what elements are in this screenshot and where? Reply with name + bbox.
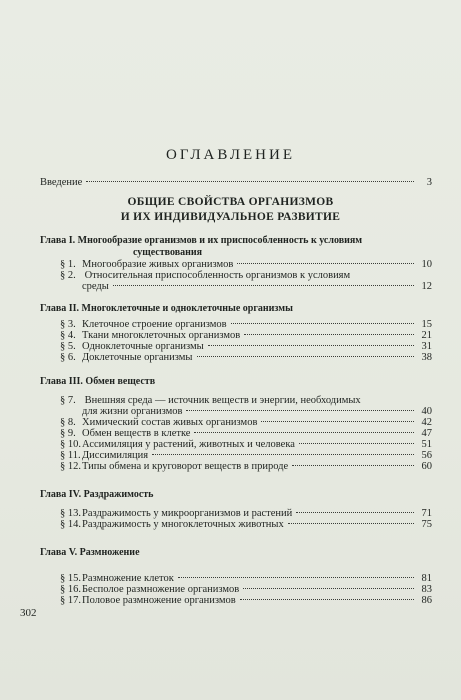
- section-heading-line1: ОБЩИЕ СВОЙСТВА ОРГАНИЗМОВ: [127, 196, 334, 208]
- item-title: Раздражимость у многоклеточных животных: [82, 519, 284, 530]
- toc-item: [60, 352, 432, 363]
- leader-dots: [152, 454, 414, 455]
- toc-item-cont: [82, 281, 432, 292]
- chapter-heading: Глава V. Размножение: [40, 547, 140, 558]
- item-title: Относительная приспособленность организмов к условиям: [84, 270, 351, 281]
- toc-item: [60, 439, 432, 450]
- toc-intro: [40, 177, 432, 188]
- leader-dots: [208, 345, 414, 346]
- toc-item: [60, 395, 361, 406]
- item-title: Внешняя среда — источник веществ и энергии, необходимых: [84, 395, 361, 406]
- item-page: 42: [421, 417, 432, 428]
- item-number: § 5.: [60, 341, 76, 352]
- item-title-cont: для жизни организмов: [82, 406, 183, 417]
- item-title: Диссимиляция: [82, 450, 149, 461]
- item-page: 81: [421, 573, 432, 584]
- toc-item: [60, 330, 432, 341]
- item-title: Доклеточные организмы: [82, 352, 193, 363]
- item-title: Многообразие живых организмов: [82, 259, 234, 270]
- toc-item: [60, 595, 432, 606]
- toc-item: [60, 584, 432, 595]
- leader-dots: [197, 356, 415, 357]
- toc-item: [60, 259, 432, 270]
- item-number: § 1.: [60, 259, 76, 270]
- chapter-heading: Глава III. Обмен веществ: [40, 376, 156, 387]
- leader-dots: [178, 577, 414, 578]
- item-number: § 13.: [60, 508, 81, 519]
- item-number: § 4.: [60, 330, 76, 341]
- item-page: 86: [421, 595, 432, 606]
- item-title: Ассимиляция у растений, животных и человека: [82, 439, 295, 450]
- item-page: 47: [421, 428, 432, 439]
- leader-dots: [243, 588, 414, 589]
- item-page: 51: [421, 439, 432, 450]
- item-title: Типы обмена и круговорот веществ в природе: [82, 461, 289, 472]
- item-title-cont: среды: [82, 281, 109, 292]
- item-number: § 3.: [60, 319, 76, 330]
- item-page: 40: [421, 406, 432, 417]
- item-page: 75: [421, 519, 432, 530]
- leader-dots: [237, 263, 414, 264]
- item-number: § 6.: [60, 352, 76, 363]
- item-title: Бесполое размножение организмов: [82, 584, 240, 595]
- item-page: 71: [421, 508, 432, 519]
- leader-dots: [299, 443, 414, 444]
- item-number: § 15.: [60, 573, 81, 584]
- item-number: § 2.: [60, 270, 76, 281]
- item-page: 60: [421, 461, 432, 472]
- item-number: § 16.: [60, 584, 81, 595]
- toc-item: [60, 341, 432, 352]
- toc-item-cont: [82, 406, 432, 417]
- leader-dots: [86, 181, 414, 182]
- section-heading-line2: И ИХ ИНДИВИДУАЛЬНОЕ РАЗВИТИЕ: [120, 211, 341, 223]
- page-number: 302: [20, 607, 37, 619]
- item-page: 38: [421, 352, 432, 363]
- item-number: § 10.: [60, 439, 81, 450]
- item-page: 12: [421, 281, 432, 292]
- leader-dots: [240, 599, 414, 600]
- item-title: Размножение клеток: [82, 573, 174, 584]
- chapter-heading: Глава IV. Раздражимость: [40, 489, 154, 500]
- toc-item: [60, 573, 432, 584]
- toc-intro-label: Введение: [40, 177, 83, 188]
- item-number: § 9.: [60, 428, 76, 439]
- leader-dots: [296, 512, 414, 513]
- item-page: 56: [421, 450, 432, 461]
- item-page: 31: [421, 341, 432, 352]
- toc-item: [60, 428, 432, 439]
- item-title: Обмен веществ в клетке: [82, 428, 191, 439]
- toc-item: [60, 450, 432, 461]
- leader-dots: [261, 421, 414, 422]
- leader-dots: [292, 465, 414, 466]
- toc-item: [60, 519, 432, 530]
- item-title: Химический состав живых организмов: [82, 417, 258, 428]
- item-number: § 14.: [60, 519, 81, 530]
- leader-dots: [244, 334, 414, 335]
- leader-dots: [113, 285, 414, 286]
- chapter-heading: Глава I. Многообразие организмов и их приспособленность к условиям: [40, 235, 363, 246]
- toc-intro-page: 3: [426, 177, 432, 188]
- chapter-heading: Глава II. Многоклеточные и одноклеточные организмы: [40, 303, 293, 314]
- item-number: § 17.: [60, 595, 81, 606]
- item-page: 15: [421, 319, 432, 330]
- toc-item: [60, 319, 432, 330]
- leader-dots: [186, 410, 414, 411]
- item-title: Ткани многоклеточных организмов: [82, 330, 241, 341]
- item-page: 21: [421, 330, 432, 341]
- item-title: Одноклеточные организмы: [82, 341, 204, 352]
- item-title: Раздражимость у микроорганизмов и растений: [82, 508, 293, 519]
- toc-title: ОГЛАВЛЕНИЕ: [166, 147, 295, 163]
- item-number: § 8.: [60, 417, 76, 428]
- item-page: 10: [421, 259, 432, 270]
- item-number: § 7.: [60, 395, 76, 406]
- chapter-heading-cont: существования: [133, 247, 203, 258]
- toc-item: [60, 508, 432, 519]
- item-number: § 12.: [60, 461, 81, 472]
- leader-dots: [288, 523, 414, 524]
- item-title: Половое размножение организмов: [82, 595, 236, 606]
- item-page: 83: [421, 584, 432, 595]
- leader-dots: [194, 432, 414, 433]
- toc-item: [60, 270, 350, 281]
- toc-item: [60, 417, 432, 428]
- leader-dots: [231, 323, 414, 324]
- toc-item: [60, 461, 432, 472]
- item-title: Клеточное строение организмов: [82, 319, 227, 330]
- item-number: § 11.: [60, 450, 81, 461]
